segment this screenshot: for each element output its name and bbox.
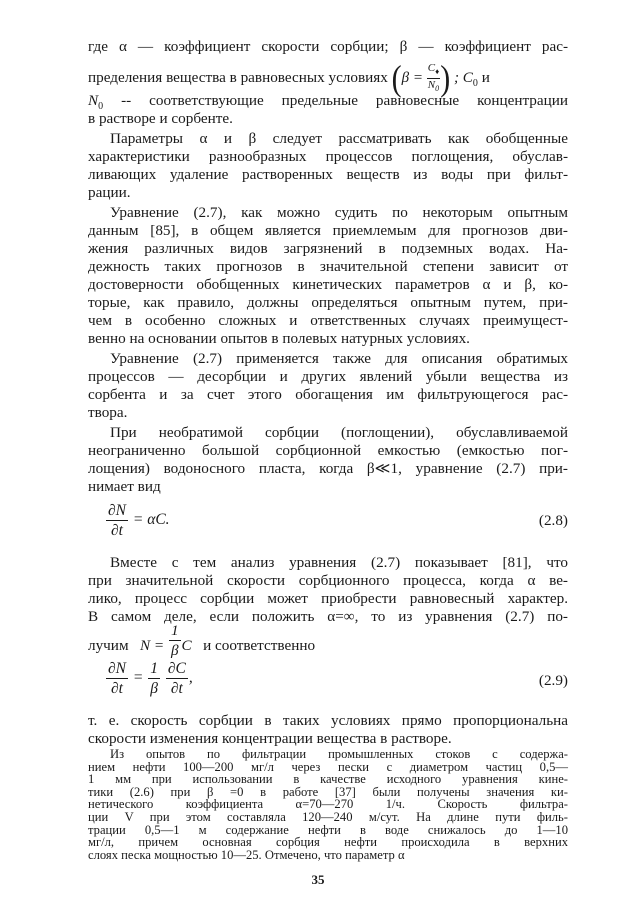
text-line: при значительной скорости сорбционного процесса, когда α ве- bbox=[88, 572, 568, 589]
inline-fraction bbox=[169, 622, 181, 659]
fraction-numerator: ∂N bbox=[108, 502, 126, 519]
text-line-with-formula bbox=[88, 622, 568, 662]
equation-rhs: = αC. bbox=[132, 511, 170, 529]
text-line: венно на основании опытов в полевых натурных условиях. bbox=[88, 330, 470, 347]
text-segment: ; C bbox=[453, 69, 473, 87]
text-line: лико, процесс сорбции может приобрести равновесный характер. bbox=[88, 590, 568, 607]
fraction-denominator: β bbox=[170, 642, 179, 659]
fraction-numerator: 1 bbox=[170, 622, 179, 639]
text-line: скорости изменения концентрации вещества в растворе. bbox=[88, 730, 452, 747]
fraction-denominator: N bbox=[427, 79, 436, 92]
text-line: твора. bbox=[88, 404, 128, 421]
text-line: тики (2.6) при β =0 в работе [37] были получены значения ки- bbox=[88, 784, 568, 799]
text-line: 1 мм при использовании в качестве исходного уравнения кине- bbox=[88, 772, 568, 787]
text-line: сорбента и за счет этого обогащения им фильтрующегося рас- bbox=[88, 386, 568, 403]
derivative-fraction bbox=[106, 502, 128, 539]
text-line: нием нефти 100—200 мг/л через пески с диаметром частиц 0,5— bbox=[88, 759, 568, 774]
text-segment: и соответственно bbox=[203, 636, 316, 654]
derivative-fraction bbox=[106, 660, 128, 697]
text-line: Вместе с тем анализ уравнения (2.7) показывает [81], что bbox=[110, 554, 568, 571]
text-line: В самом деле, если положить α=∞, то из уравнения (2.7) по- bbox=[88, 608, 568, 625]
equation-number: (2.9) bbox=[538, 672, 568, 689]
fraction-numerator: ∂N bbox=[108, 660, 126, 677]
text-line: слоях песка мощностью 10—25. Отмечено, что параметр α bbox=[88, 847, 405, 862]
text-segment: пределения вещества в равновесных условиях bbox=[88, 69, 388, 87]
text-line: При необратимой сорбции (поглощении), обуславливаемой bbox=[110, 424, 568, 441]
text-line: данным [85], в общем является приемлемым для прогнозов дви- bbox=[88, 222, 568, 239]
fraction-numerator: C bbox=[427, 62, 436, 74]
text-line: т. е. скорость сорбции в таких условиях прямо пропорциональна bbox=[88, 712, 568, 729]
text-line: нетического коэффициента α=70—270 1/ч. Скорость фильтра- bbox=[88, 797, 568, 812]
inline-formula-beta bbox=[391, 58, 454, 98]
text-line: где α — коэффициент скорости сорбции; β — коэффициент рас- bbox=[88, 38, 568, 55]
text-line: дежность таких прогнозов в значительной степени зависит от bbox=[88, 258, 568, 275]
text-line-with-formula: пределения вещества в равновесных условиях (β = $\frac{C_♦}{N_0}$ ) ; $C_0$ и bbox=[88, 58, 490, 98]
text-line: $N_0$ -- соответствующие предельные равновесные концентрации bbox=[88, 92, 568, 113]
text-line: нимает вид bbox=[88, 478, 161, 495]
text-line: жения различных видов загрязнений в подземных водах. На- bbox=[88, 240, 568, 257]
fraction-denominator: ∂t bbox=[111, 680, 123, 697]
derivative-fraction bbox=[166, 660, 188, 697]
text-line: ливающих удаление растворенных веществ из воды при фильт- bbox=[88, 166, 568, 183]
formula-lhs: N = bbox=[139, 636, 165, 654]
equation-2-8 bbox=[105, 502, 170, 539]
equation-number: (2.8) bbox=[538, 512, 568, 529]
text-line: чем в особенно сложных и ответственных случаях преимущест- bbox=[88, 312, 568, 329]
text-line: рации. bbox=[88, 184, 131, 201]
text-line: мг/л, причем основная сорбция нефти происходила в верхних bbox=[88, 835, 568, 850]
text-segment: лучим bbox=[88, 636, 129, 654]
fraction-numerator: ∂C bbox=[167, 660, 186, 677]
fraction-denominator: ∂t bbox=[170, 680, 183, 697]
text-line: Уравнение (2.7) применяется также для описания обратимых bbox=[110, 350, 568, 367]
page-number: 35 bbox=[311, 872, 325, 887]
text-segment: и bbox=[477, 69, 490, 87]
formula-fraction: $\frac{C_♦}{N_0}$ bbox=[427, 62, 440, 94]
text-line: в растворе и сорбенте. bbox=[88, 110, 233, 127]
equals-sign: = bbox=[132, 669, 144, 687]
text-line: лощения) водоносного пласта, когда β≪1, уравнение (2.7) при- bbox=[88, 460, 568, 477]
coefficient-fraction bbox=[148, 660, 160, 697]
text-line: неограниченно большой сорбционной емкостью (емкостью пог- bbox=[88, 442, 568, 459]
symbol-c: C bbox=[181, 636, 192, 654]
fraction-numerator: 1 bbox=[150, 660, 158, 677]
left-paren: ( bbox=[391, 58, 402, 98]
equation-tail: , bbox=[188, 669, 193, 687]
text-line: Уравнение (2.7), как можно судить по некоторым опытным bbox=[110, 204, 568, 221]
text-line: характеристики разнообразных процессов поглощения, обуслав- bbox=[88, 148, 568, 165]
text-line: процессов — десорбции и других явлений убыли вещества из bbox=[88, 368, 568, 385]
equation-2-9 bbox=[105, 660, 193, 697]
fraction-denominator: ∂t bbox=[111, 522, 123, 539]
text-segment: -- соответствующие предельные равновесные концентрации bbox=[103, 92, 568, 109]
formula-lhs: β = bbox=[401, 70, 423, 87]
text-line: Из опытов по фильтрации промышленных стоков с содержа- bbox=[110, 747, 568, 761]
text-line: трации 0,5—1 м содержание нефти в воде снижалось до 1—10 bbox=[88, 822, 568, 837]
text-line: достоверности обобщенных кинетических параметров α и β, ко- bbox=[88, 276, 568, 293]
text-line: ции V при этом составляла 120—240 м/сут. На длине пути филь- bbox=[88, 810, 568, 824]
text-line: Параметры α и β следует рассматривать как обобщенные bbox=[110, 130, 568, 147]
text-line: торые, как правило, должны определяться опытным путем, при- bbox=[88, 294, 568, 311]
right-paren: ) bbox=[440, 58, 451, 98]
symbol-n: N bbox=[88, 92, 99, 109]
fraction-denominator: β bbox=[150, 680, 158, 697]
